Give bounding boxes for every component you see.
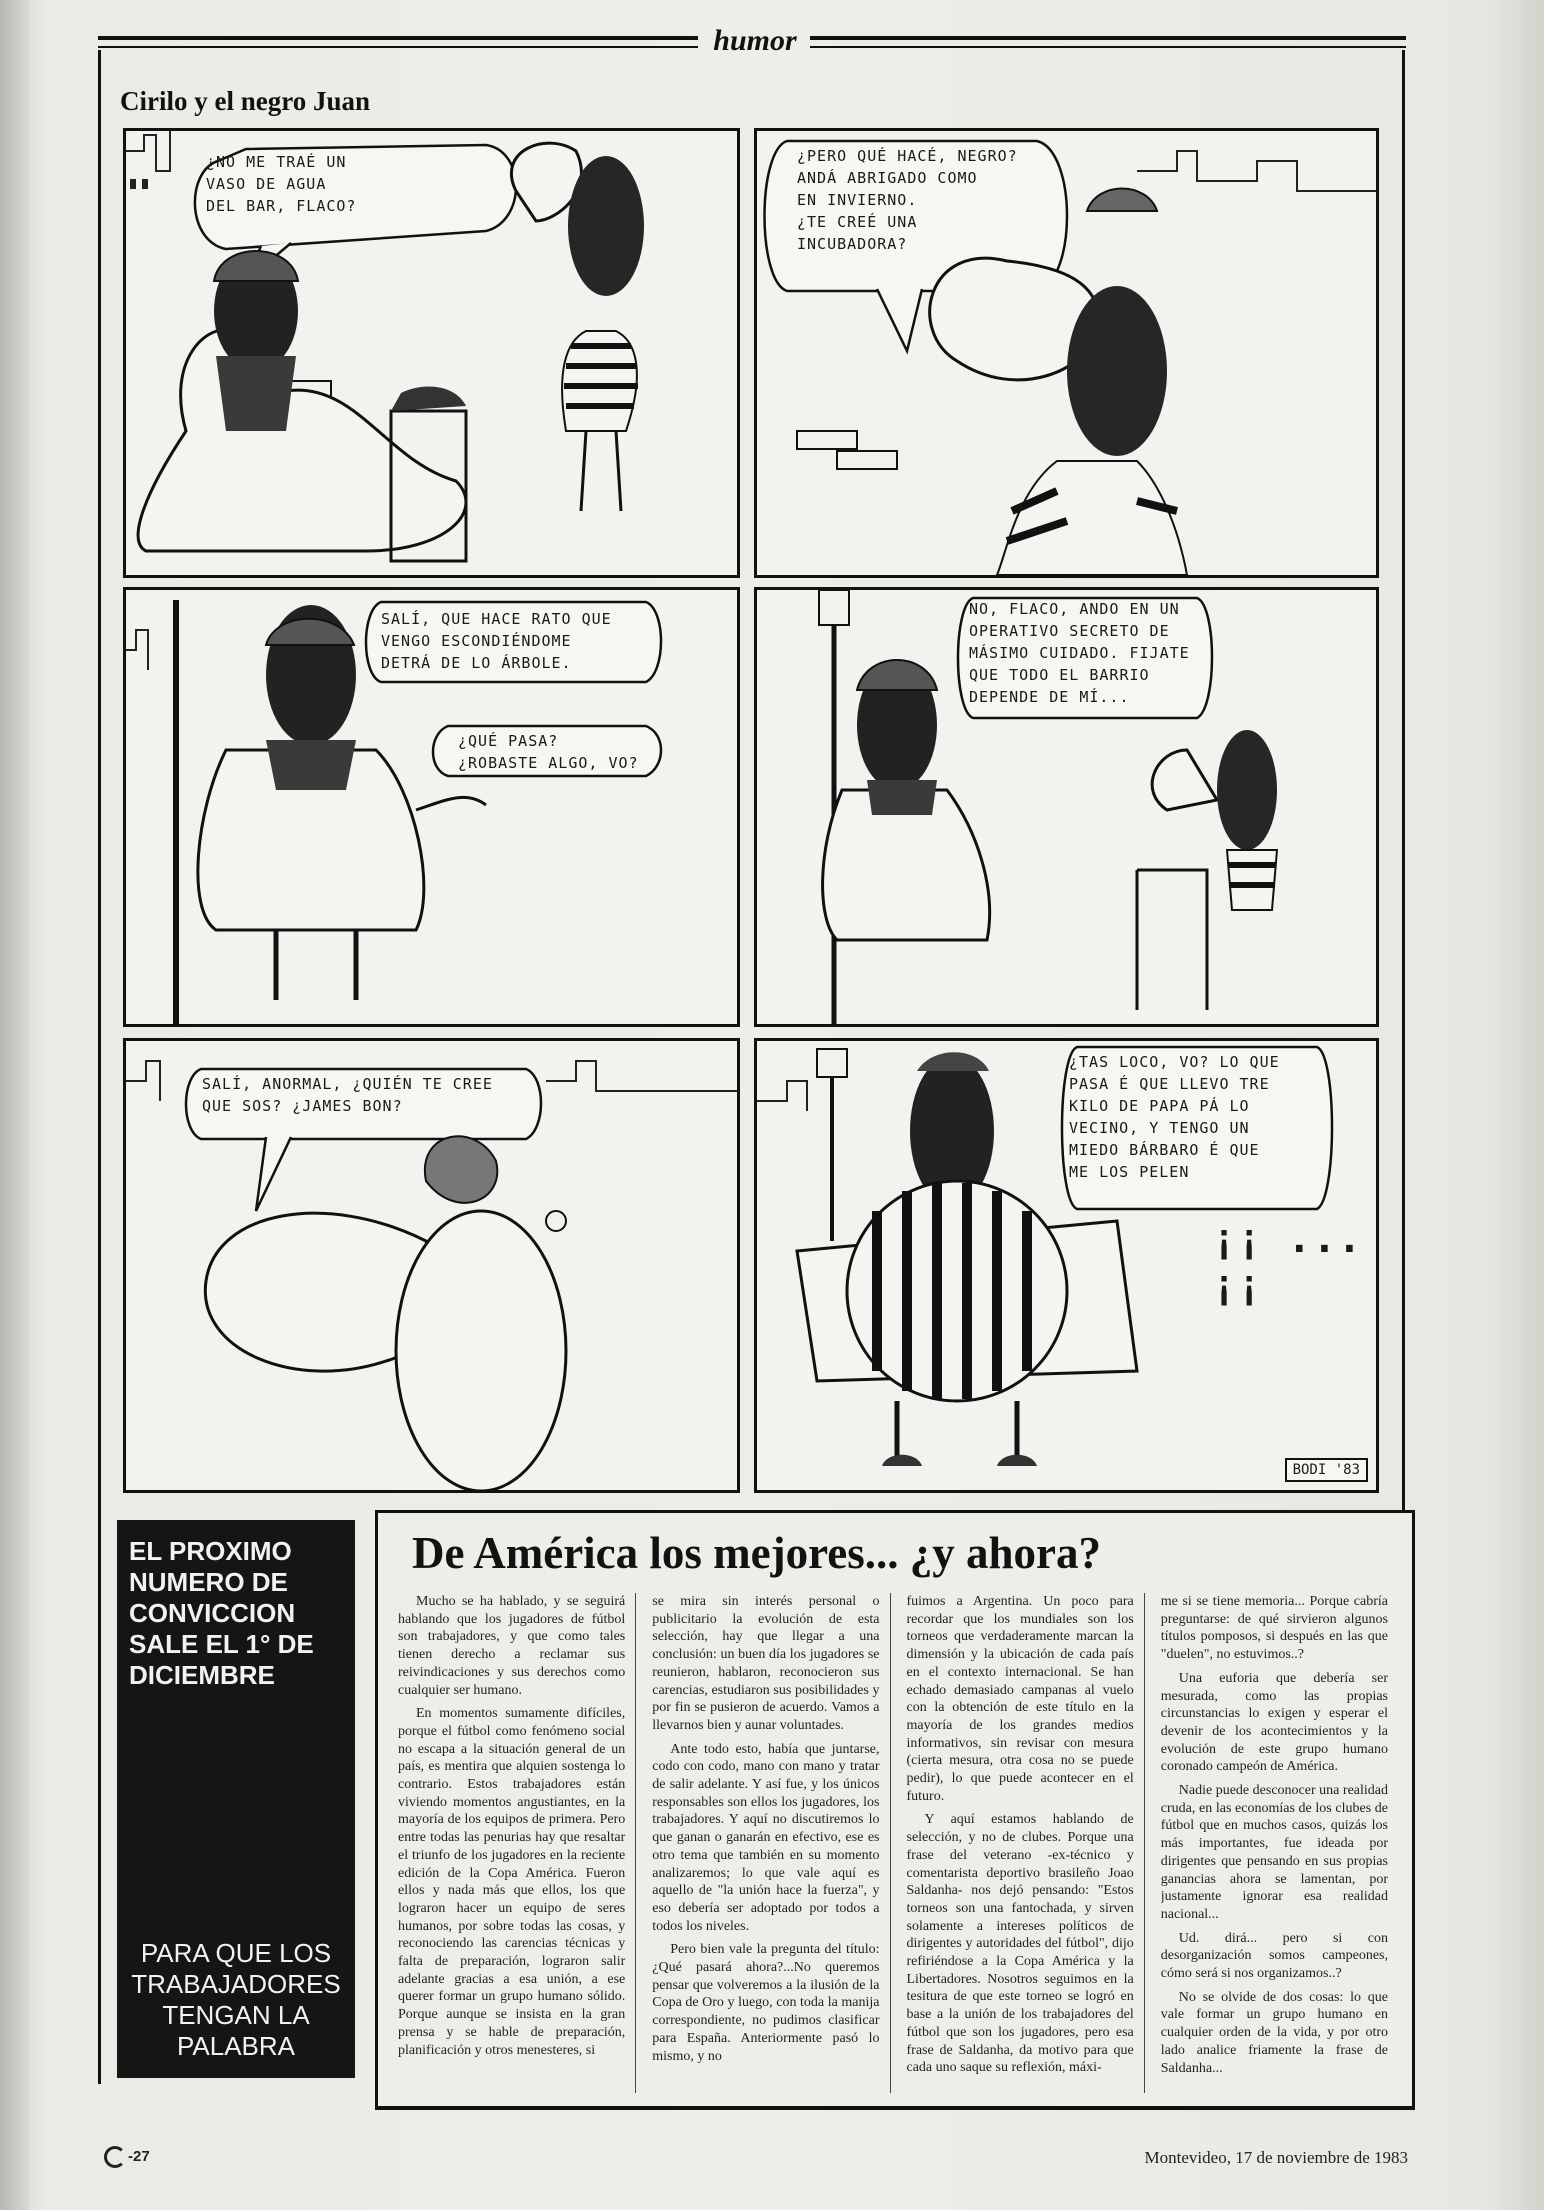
promo-slogan: PARA QUE LOS TRABAJADORES TENGAN LA PALABRA: [131, 1938, 341, 2061]
exclamation-marks: ¡¡ ... ¡¡: [1212, 1216, 1363, 1308]
comic-panel-3: [123, 587, 740, 1027]
paragraph: Ud. dirá... pero si con desorganización somos campeones, cómo será si nos organizamos..?: [1160, 1930, 1388, 1982]
article-columns: [398, 1593, 1398, 2093]
paragraph: Pero bien vale la pregunta del título: ¿Qué pasará ahora?...No queremos pensar que volveremos a la ilusión de la Copa de Oro y luego, con toda la manija correspondiente, no pudimos clasificar para España. Anteriormente pasó lo mismo, y no: [652, 1942, 880, 2064]
speech-balloon-1: ¿NO ME TRAÉ UN VASO DE AGUA DEL BAR, FLACO?: [206, 153, 357, 215]
paragraph: Mucho se ha hablado, y se seguirá hablando que los jugadores de fútbol son trabajadores, y que como tales tienen derecho a reclamar sus reivindicaciones y sus derechos como cualquier ser humano.: [398, 1594, 626, 1698]
speech-balloon-2: ¿PERO QUÉ HACÉ, NEGRO? ANDÁ ABRIGADO COMO EN INVIERNO. ¿TE CREÉ UNA INCUBADORA?: [797, 147, 1018, 253]
paragraph: se mira sin interés personal o publicitario la evolución de esta selección, hay que llegar a una conclusión: un buen día los jugadores se reunieron, hablaron, reconocieron sus carencias, estudiaron sus posibilidades y por fin se pusieron de acuerdo. Vamos a llevarnos bien y aunar voluntades.: [652, 1594, 880, 1733]
speech-balloon-4: NO, FLACO, ANDO EN UN OPERATIVO SECRETO DE MÁSIMO CUIDADO. FIJATE QUE TODO EL BARRIO DEPENDE DE MÍ...: [969, 600, 1190, 706]
right-border-rule: [1402, 50, 1405, 1510]
speech-balloon-3a: SALÍ, QUE HACE RATO QUE VENGO ESCONDIÉNDOME DETRÁ DE LO ÁRBOLE.: [381, 610, 612, 672]
article: [375, 1510, 1415, 2110]
artist-signature: BODI '83: [1285, 1458, 1368, 1482]
paragraph: Ante todo esto, había que juntarse, codo con codo, mano con mano y tratar de salir adelante. Y así fue, y los únicos responsables son ellos los jugadores, los trabajadores. Y aquí no discutiremos lo que ganan o ganarán en efectivo, ese es otro tema que también en su momento analizaremos; lo que vale aquí es aquello de "la unión hace la fuerza", y eso debería ser adoptado por todos a todos los niveles.: [652, 1741, 880, 1934]
article-column-1: [398, 1593, 636, 2093]
header-rule-left: [98, 36, 698, 48]
section-header: [98, 24, 1406, 62]
publication-logo-icon: [104, 2146, 126, 2168]
paragraph: me si se tiene memoria... Porque cabría preguntarse: de qué sirvieron algunos títulos pomposos, si después en las que "duelen", no estuvimos..?: [1160, 1594, 1388, 1663]
page-binding-edge: [0, 0, 30, 2210]
page-number: [104, 2146, 150, 2168]
left-border-rule: [98, 50, 101, 2084]
article-column-2: [652, 1593, 890, 2093]
comic-panel-1: [123, 128, 740, 578]
comic-strip-title: Cirilo y el negro Juan: [120, 86, 371, 116]
paragraph: En momentos sumamente difíciles, porque el fútbol como fenómeno social no escapa a la situación general de un país, es mentira que alquien sostenga lo contrario. Estos trabajadores están viviendo momentos angustiantes, en la mayoría de los equipos de primera. Pero entre todas las penurias hay que resaltar el triunfo de los jugadores en la reciente edición de la Copa América. Fueron ellos y nada más que ellos, los que lograron hacer un equipo de seres humanos, por sobre todas las cosas, y reconociendo las carencias técnicas y falta de preparación, lograron salir adelante gracias a esa unión, a ese querer formar un grupo humano sólido. Porque aunque se insista en la gran prensa y se hable de preparación, planificación y otros menesteres, si: [398, 1706, 626, 2058]
comic-panel-4: [754, 587, 1379, 1027]
article-column-3: [907, 1593, 1145, 2093]
speech-balloon-6: ¿TAS LOCO, VO? LO QUE PASA É QUE LLEVO TRE KILO DE PAPA PÁ LO VECINO, Y TENGO UN MIEDO BÁRBARO É QUE ME LOS PELEN: [1069, 1053, 1280, 1181]
page-number-text: -27: [128, 2147, 150, 2165]
paragraph: Una euforia que debería ser mesurada, como las propias circunstancias lo exigen y esperar el devenir de los acontecimientos y la evolución de este grupo humano coronado campeón de América.: [1160, 1670, 1388, 1775]
article-headline: De América los mejores... ¿y ahora?: [412, 1528, 1101, 1578]
header-rule-right: [810, 36, 1406, 48]
paragraph: fuimos a Argentina. Un poco para recordar que los mundiales son los torneos que verdaderamente marcan la dimensión y la ubicación de cada país en el contexto internacional. Se han echado demasiado campanas al vuelo con la obtención de este título en la mayoría de los grandes medios informativos, sin revisar con mesura (cierta mesura, otra cosa no se puede pedir), lo que puede acontecer en el futuro.: [906, 1594, 1134, 1804]
dateline: Montevideo, 17 de noviembre de 1983: [1144, 2148, 1408, 2167]
speech-balloon-5: SALÍ, ANORMAL, ¿QUIÉN TE CREE QUE SOS? ¿JAMES BON?: [202, 1075, 493, 1115]
next-issue-promo: [117, 1520, 355, 2078]
paragraph: Y aquí estamos hablando de selección, y no de clubes. Porque una frase del veterano -ex-técnico y comentarista deportivo brasileño Joao Saldanha- nos dejó pensando: "Estos torneos son una fantochada, y sirven solamente a intereses políticos de dirigentes y autoridades del fútbol", dijo refiriéndose a la Copa América y la Libertadores. Nosotros seguimos en la tesitura de que este torneo se logró en base a la unión de los trabajadores del fútbol que son los jugadores, pero esa frase de Saldanha, da motivo para que cada uno saque su reflexión, máxi-: [906, 1812, 1134, 2076]
comic-panel-6: [754, 1038, 1379, 1493]
comic-panel-2: [754, 128, 1379, 578]
promo-headline: EL PROXIMO NUMERO DE CONVICCION SALE EL 1° DE DICIEMBRE: [129, 1536, 314, 1690]
section-label: humor: [713, 24, 797, 57]
article-column-4: [1161, 1593, 1398, 2093]
paragraph: Nadie puede desconocer una realidad cruda, en las economías de los clubes de fútbol que en muchos casos, quizás los más importantes, fue ideada por dirigentes que pensando en sus propias ganancias ahora se lamentan, por justamente ignorar esa realidad nacional...: [1160, 1783, 1388, 1922]
comic-panel-5: [123, 1038, 740, 1493]
paragraph: No se olvide de dos cosas: lo que vale formar un grupo humano en cualquier orden de la vida, y por otro lado analice friamente la frase de Saldanha...: [1160, 1989, 1388, 2076]
speech-balloon-3b: ¿QUÉ PASA? ¿ROBASTE ALGO, VO?: [458, 732, 639, 772]
